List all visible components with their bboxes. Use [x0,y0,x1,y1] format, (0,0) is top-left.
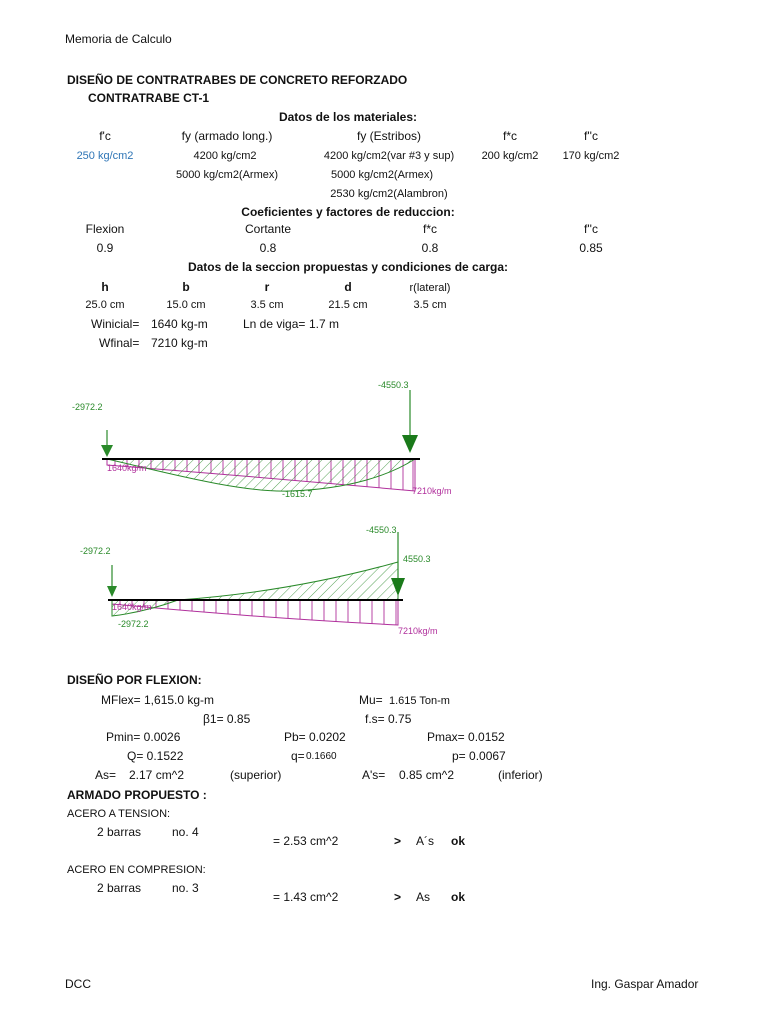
fc-label: f'c [99,129,111,143]
h-value: 25.0 cm [85,299,125,311]
fstar-label: f*c [502,129,518,143]
as-position: (superior) [230,768,282,782]
d2-load-start: 1640kg/m [112,602,152,612]
d2-left-reaction: -2972.2 [80,546,111,556]
winicial-label: Winicial= [91,317,140,331]
tension-area: = 2.53 cm^2 [273,834,339,848]
d2-top-label: -4550.3 [366,525,397,535]
coef-fstar-value: 0.8 [421,241,439,255]
r-label: r [264,280,270,294]
fy-long-value-2: 5000 kg/cm2(Armex) [175,169,279,181]
wfinal-label: Wfinal= [99,336,140,350]
cortante-value: 0.8 [259,241,277,255]
tension-ok: ok [451,834,466,848]
tension-heading: ACERO A TENSION: [67,808,171,820]
footer-left: DCC [65,977,91,991]
shear-positive-region [178,562,398,600]
mu-label: Mu= [359,693,383,707]
fy-est-label: fy (Estribos) [356,129,422,143]
tension-count: 2 barras [97,825,142,839]
doc-subtitle: CONTRATRABE CT-1 [88,91,210,105]
d2-left-reaction-arrow [107,586,117,597]
moment-curve [107,459,415,491]
r-value: 3.5 cm [250,299,284,311]
fc-value: 250 kg/cm2 [76,150,134,162]
compression-ok: ok [451,890,466,904]
shear-diagram [60,520,480,645]
as-label: As= [95,768,117,782]
d1-moment-value: -1615.7 [282,489,313,499]
armado-heading: ARMADO PROPUESTO : [67,788,207,802]
d1-load-start: 1640kg/m [107,463,147,473]
coef-fstar-label: f*c [422,222,438,236]
as-value: 2.17 cm^2 [129,768,184,782]
compression-heading: ACERO EN COMPRESION: [67,864,206,876]
wfinal-value: 7210 kg-m [151,336,208,350]
header-title: Memoria de Calculo [65,32,172,46]
fstar-value: 200 kg/cm2 [481,150,539,162]
flexion-value: 0.9 [96,241,114,255]
compression-bar: no. 3 [172,881,199,895]
aps-label: A's= [362,768,386,782]
section-heading: Datos de la seccion propuestas y condiciones de carga: [187,260,509,274]
ln-value: 1.7 m [309,317,340,331]
fpp-label: f''c [584,129,598,143]
d1-right-reaction: -4550.3 [378,380,409,390]
coef-heading: Coeficientes y factores de reduccion: [241,205,455,219]
fy-long-label: fy (armado long.) [181,129,273,143]
footer-right: Ing. Gaspar Amador [591,977,699,991]
tension-bar: no. 4 [172,825,199,839]
aps-position: (inferior) [498,768,543,782]
r-lateral-label: r(lateral) [409,282,451,294]
materials-heading: Datos de los materiales: [278,110,418,124]
beta1: β1= 0.85 [203,712,251,726]
compression-gt: > [394,890,402,904]
d2-left-shear: -2972.2 [118,619,149,629]
mflex: MFlex= 1,615.0 kg-m [101,693,215,707]
pmax: Pmax= 0.0152 [427,730,505,744]
pmin: Pmin= 0.0026 [106,730,181,744]
flexion-label: Flexion [85,222,125,236]
q-value: 0.1660 [306,751,337,762]
compression-area: = 1.43 cm^2 [273,890,339,904]
b-label: b [182,280,190,294]
d1-left-reaction: -2972.2 [72,402,103,412]
p-value: p= 0.0067 [452,749,506,763]
d-label: d [344,280,352,294]
b-value: 15.0 cm [166,299,206,311]
Q-value: Q= 0.1522 [127,749,184,763]
moment-diagram [60,375,480,505]
pb: Pb= 0.0202 [284,730,346,744]
d2-load-end: 7210kg/m [398,626,438,636]
flexion-heading: DISEÑO POR FLEXION: [67,673,202,687]
compression-ref: As [416,890,431,904]
doc-title: DISEÑO DE CONTRATRABES DE CONCRETO REFORZADO [67,73,408,87]
tension-gt: > [394,834,402,848]
mu-value: 1.615 Ton-m [389,695,450,707]
h-label: h [101,280,109,294]
right-reaction-arrow [402,435,418,453]
fs: f.s= 0.75 [365,712,412,726]
d2-right-shear: 4550.3 [403,554,431,564]
d1-load-end: 7210kg/m [412,486,452,496]
d-value: 21.5 cm [328,299,368,311]
coef-fpp-label: f''c [584,222,598,236]
compression-count: 2 barras [97,881,142,895]
tension-ref: A´s [416,834,434,848]
cortante-label: Cortante [244,222,292,236]
winicial-value: 1640 kg-m [151,317,208,331]
fy-est-value-3: 2530 kg/cm2(Alambron) [330,188,448,200]
ln-label: Ln de viga= [243,317,306,331]
aps-value: 0.85 cm^2 [399,768,454,782]
fy-long-value-1: 4200 kg/cm2 [193,150,257,162]
fy-est-value-1: 4200 kg/cm2(var #3 y sup) [323,150,455,162]
coef-fpp-value: 0.85 [579,241,603,255]
fpp-value: 170 kg/cm2 [562,150,620,162]
left-reaction-arrow [101,445,113,457]
fy-est-value-2: 5000 kg/cm2(Armex) [330,169,434,181]
q-label: q= [291,749,305,763]
r-lateral-value: 3.5 cm [413,299,447,311]
